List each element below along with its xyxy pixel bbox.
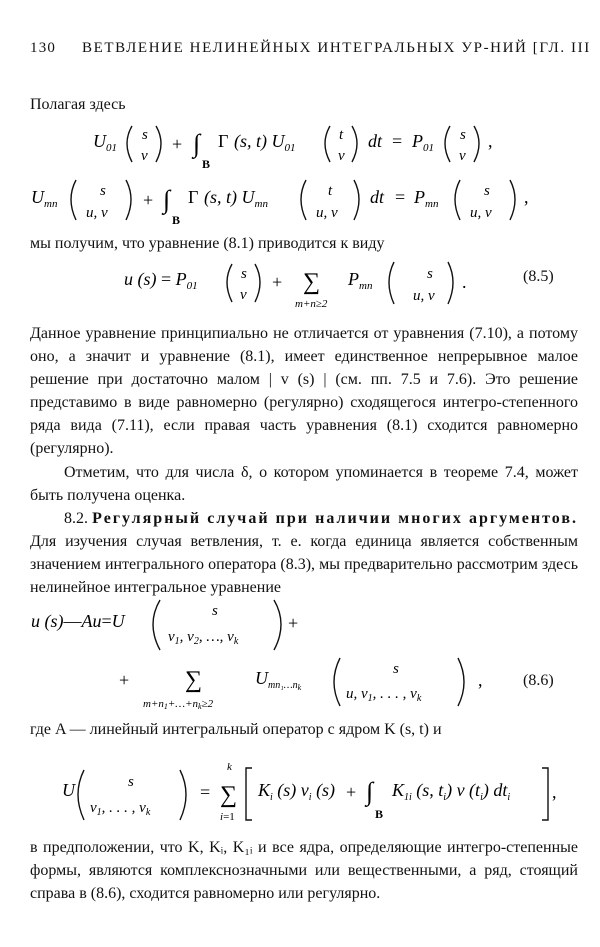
svg-text:v1, v2, …, vk: $v_1$, $v_2$, …, $v_k$ — [168, 629, 239, 647]
svg-text:v1, . . . , vk: $v_1$, . . . , $v_k$ — [90, 800, 151, 818]
svg-text:U: U — [62, 780, 75, 800]
paragraph-final: в предположении, что K, Kᵢ, K₁ᵢ и все ядра, определяющие интегро-степенные формы, являются комплекснозначными или вещественными, а ряд, стоящий справа в (8.6), сходится равномерно или регулярно. — [30, 839, 578, 902]
svg-text:dt: dt — [370, 187, 385, 207]
svg-text:m+n1+…+nk≥2: m+n1+…+nk≥2 — [143, 698, 214, 711]
svg-text:(s, t) U01: (s, t) $U_{01}$ — [234, 131, 296, 154]
svg-text:u, v: u, v — [316, 205, 338, 221]
svg-text:B: B — [375, 807, 384, 821]
svg-text:,: , — [524, 187, 529, 207]
section-body: Для изучения случая ветвления, т. е. когда единица является собственным значением интегрального оператора (8.3), мы предварительно рассмотрим здесь нелинейное интегральное уравнение — [30, 533, 578, 596]
svg-text:∫: ∫ — [366, 777, 374, 806]
svg-text:v: v — [240, 287, 247, 303]
running-title: ВЕТВЛЕНИЕ НЕЛИНЕЙНЫХ ИНТЕГРАЛЬНЫХ УР-НИЙ [ГЛ. III — [82, 40, 591, 56]
section-title: Регулярный случай при наличии многих аргументов. — [92, 510, 579, 527]
svg-text:u (s)—Au=U: u (s)—Au=U — [31, 611, 125, 631]
svg-text:s: s — [100, 183, 106, 199]
svg-text:i=1: i=1 — [220, 811, 235, 823]
svg-text:B: B — [202, 157, 211, 170]
svg-text:Pmn: $P_{mn}$ — [348, 269, 373, 292]
svg-text:k: k — [227, 761, 232, 773]
svg-text:+: + — [288, 613, 299, 633]
svg-text:=: = — [392, 131, 403, 151]
svg-text:Ki (s) vi (s): $K_i$ (s) $v_i$ (s) — [258, 780, 336, 803]
svg-text:P01: $P_{01}$ — [412, 131, 434, 154]
equation-u01-definition — [0, 110, 600, 170]
svg-text:s: s — [142, 127, 148, 143]
equation-8-5 — [0, 252, 600, 314]
svg-text:v: v — [459, 148, 466, 164]
equation-number-8-6: (8.6) — [523, 672, 554, 689]
page-number: 130 — [30, 40, 57, 56]
svg-text:.: . — [462, 272, 467, 292]
equation-number-8-5: (8.5) — [523, 268, 554, 285]
svg-text:s: s — [128, 774, 134, 790]
svg-text:v: v — [338, 148, 345, 164]
equation-u-expansion — [0, 758, 600, 830]
svg-text:B: B — [172, 213, 181, 227]
equation-8-6 — [0, 596, 600, 714]
svg-text:∫: ∫ — [163, 185, 171, 214]
svg-text:v: v — [141, 148, 148, 164]
svg-text:s: s — [484, 183, 490, 199]
svg-text:u, v: u, v — [470, 205, 492, 221]
svg-text:Pmn: $P_{mn}$ — [414, 187, 439, 210]
svg-text:,: , — [552, 782, 557, 802]
svg-text:∑: ∑ — [185, 667, 203, 693]
svg-text:=: = — [200, 782, 211, 802]
svg-text:s: s — [460, 127, 466, 143]
svg-text:+: + — [119, 670, 130, 690]
svg-text:=: = — [395, 187, 406, 207]
svg-text:s: s — [212, 603, 218, 619]
svg-text:K1i (s, ti) v (ti) dti: $K_{1i}$ (s, $t_i$) v $(t_i)$ $dt_i$ — [392, 780, 511, 803]
svg-text:∑: ∑ — [303, 269, 321, 295]
svg-text:u (s) = P01: u $(s) = P_{01}$ — [124, 269, 198, 292]
paragraph-equation-description: Данное уравнение принципиально не отличается от уравнения (7.10), а потому оно, а значит и уравнение (8.1), имеет единственное непрерывное малое решение при достаточно малом | v (s) | (см. пп. 7.5 и 7.6). Это решение представимо в виде равномерно (регулярно) сходящегося интегро-степенного ряда вида (7.11), если правая часть уравнения (8.1) сходится равномерно (регулярно). — [30, 325, 578, 457]
svg-text:∑: ∑ — [220, 782, 238, 808]
section-8-2-paragraph — [30, 507, 578, 599]
svg-text:u, v: u, v — [86, 205, 108, 221]
svg-text:t: t — [328, 183, 333, 199]
svg-text:m+n≥2: m+n≥2 — [295, 298, 328, 310]
svg-text:u, v: u, v — [413, 288, 435, 304]
svg-text:+: + — [143, 190, 154, 210]
paragraph-delta-estimate: Отметим, что для числа δ, о котором упоминается в теореме 7.4, может быть получена оценка. — [30, 464, 578, 504]
paragraph-setting: Полагая здесь — [30, 96, 126, 113]
section-number: 8.2. — [64, 510, 88, 527]
svg-text:,: , — [488, 131, 493, 151]
svg-text:t: t — [339, 127, 344, 143]
svg-text:,: , — [478, 670, 483, 690]
svg-text:s: s — [241, 266, 247, 282]
paragraph-we-get: мы получим, что уравнение (8.1) приводится к виду — [30, 235, 385, 252]
paragraph-where-a: где A — линейный интегральный оператор с ядром K (s, t) и — [30, 721, 442, 738]
svg-text:Umn: $U_{mn}$ — [31, 187, 58, 210]
svg-text:Γ: Γ — [218, 131, 229, 151]
equation-umn-definition — [0, 168, 600, 228]
svg-text:+: + — [172, 134, 183, 154]
svg-text:+: + — [272, 272, 283, 292]
svg-text:s: s — [427, 266, 433, 282]
svg-text:∫: ∫ — [193, 129, 201, 158]
svg-text:dt: dt — [368, 131, 383, 151]
svg-text:+: + — [346, 782, 357, 802]
svg-text:U01: $U_{01}$ — [93, 131, 117, 154]
svg-text:u, v1, . . . , vk: u, $v_1$, . . . , $v_k$ — [346, 686, 422, 704]
svg-text:Γ: Γ — [188, 187, 199, 207]
svg-text:s: s — [393, 661, 399, 677]
svg-text:Umn₁…nk: $U_{mn_1\dots n}k$ — [255, 668, 302, 692]
svg-text:(s, t) Umn: (s, t) $U_{mn}$ — [204, 187, 268, 210]
